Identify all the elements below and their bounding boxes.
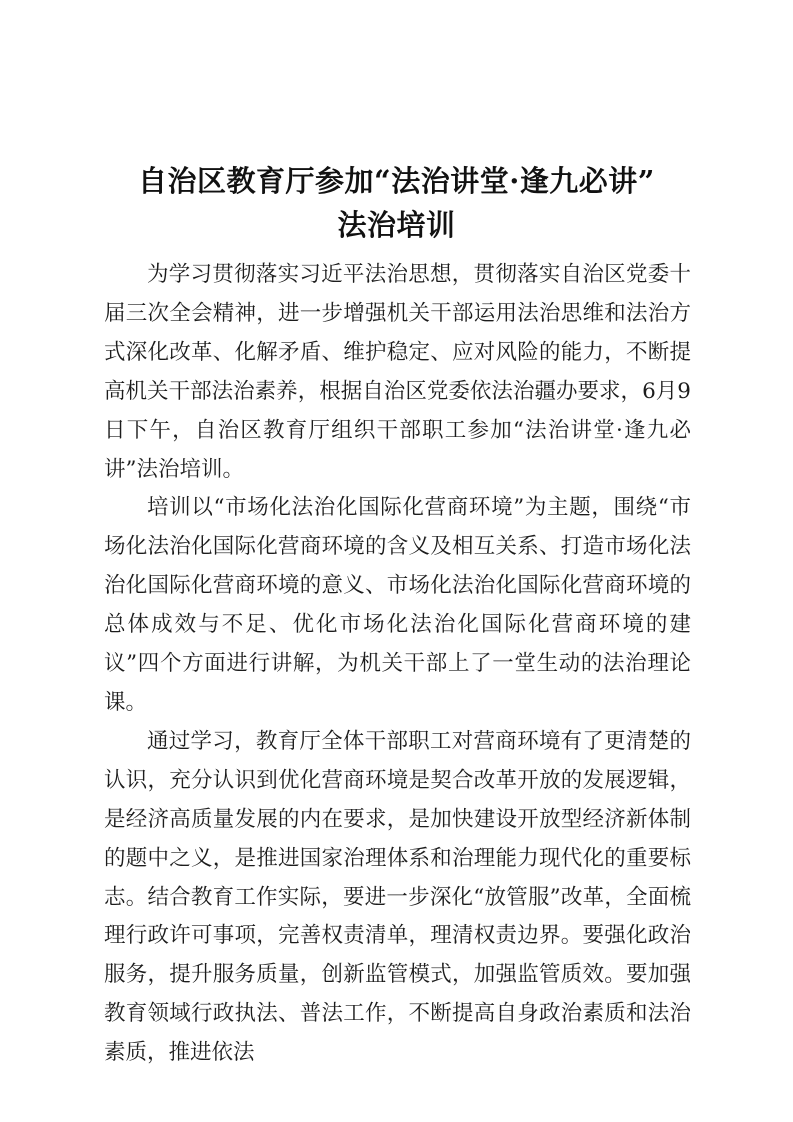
paragraph-1: 为学习贯彻落实习近平法治思想，贯彻落实自治区党委十届三次全会精神，进一步增强机关干部运用法治思维和法治方式深化改革、化解矛盾、维护稳定、应对风险的能力，不断提高机关干部法治素养，根据自治区党委依法治疆办要求，6月9日下午，自治区教育厅组织干部职工参加“法治讲堂·逢九必讲”法治培训。 xyxy=(104,262,691,482)
title-line-1: 自治区教育厅参加“法治讲堂·逢九必讲” xyxy=(138,164,655,199)
document-body xyxy=(104,256,691,1073)
title-line-2: 法治培训 xyxy=(337,208,456,243)
paragraph-2: 培训以“市场化法治化国际化营商环境”为主题，围绕“市场化法治化国际化营商环境的含义及相互关系、打造市场化法治化国际化营商环境的意义、市场化法治化国际化营商环境的总体成效与不足、优化市场化法治化国际化营商环境的建议”四个方面进行讲解，为机关干部上了一堂生动的法治理论课。 xyxy=(104,495,691,715)
document-title xyxy=(100,159,693,247)
paragraph-3: 通过学习，教育厅全体干部职工对营商环境有了更清楚的认识，充分认识到优化营商环境是契合改革开放的发展逻辑，是经济高质量发展的内在要求，是加快建设开放型经济新体制的题中之义，是推进国家治理体系和治理能力现代化的重要标志。结合教育工作实际，要进一步深化“放管服”改革，全面梳理行政许可事项，完善权责清单，理清权责边界。要强化政治服务，提升服务质量，创新监管模式，加强监管质效。要加强教育领域行政执法、普法工作，不断提高自身政治素质和法治素质，推进依法 xyxy=(104,728,691,1066)
